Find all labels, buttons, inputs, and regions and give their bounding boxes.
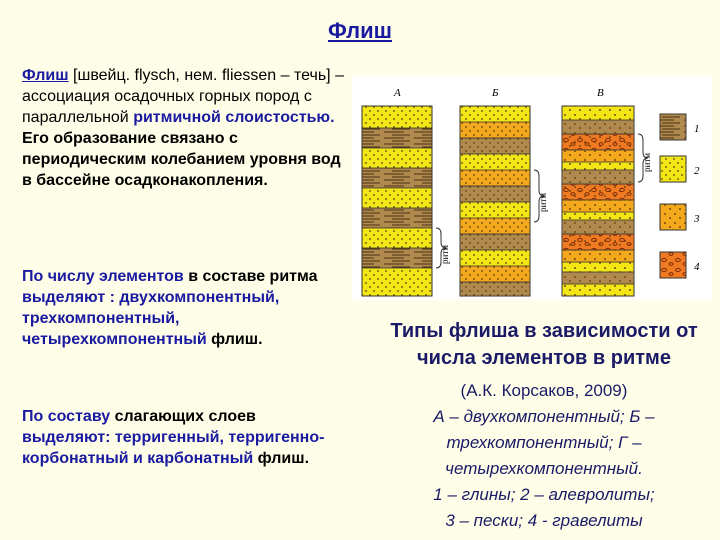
term-flysch: Флиш <box>22 67 69 84</box>
flysch-diagram <box>352 76 712 300</box>
composition-paragraph <box>22 406 347 469</box>
column-label-a: А <box>394 87 401 99</box>
legend-number-4: 4 <box>694 261 700 273</box>
reference-line-2: трехкомпонентный; Г – <box>446 433 642 452</box>
reference-author: (А.К. Корсаков, 2009) <box>460 381 628 400</box>
column-a <box>362 106 432 296</box>
elements-paragraph <box>22 266 347 350</box>
elements-e: флиш. <box>206 331 263 348</box>
reference-line-4: 1 – глины; 2 – алевролиты; <box>433 485 655 504</box>
definition-highlight: ритмичной слоистостью. <box>133 109 335 126</box>
reference-line-5: 3 – пески; 4 - гравелиты <box>445 511 643 530</box>
diagram-reference <box>368 378 720 534</box>
elements-d: : двухкомпонентный, трехкомпонентный, четырехкомпонентный <box>22 289 280 348</box>
legend-number-2: 2 <box>694 165 700 177</box>
elements-b: в составе ритма <box>183 268 318 285</box>
elements-c: выделяют <box>22 289 106 306</box>
rhythm-label-b: ритм <box>538 193 548 212</box>
reference-line-3: четырехкомпонентный. <box>445 459 643 478</box>
reference-line-1: А – двухкомпонентный; Б – <box>433 407 655 426</box>
composition-d: флиш. <box>253 450 310 467</box>
composition-b: слагающих слоев <box>110 408 256 425</box>
elements-a: По числу элементов <box>22 268 184 285</box>
legend-number-1: 1 <box>694 123 700 135</box>
definition-paragraph <box>22 65 347 191</box>
definition-tail: Его образование связано с периодическим колебанием уровня вод в бассейне осадконакопления. <box>22 130 341 189</box>
definition-text: [швейц. flysch, нем. fliessen – течь] – ассоциация осадочных горных пород с параллельной <box>22 67 344 126</box>
column-v <box>562 106 634 296</box>
column-label-v: В <box>597 87 604 99</box>
column-label-b: Б <box>492 87 499 99</box>
legend <box>660 114 700 278</box>
column-b <box>460 106 530 296</box>
diagram-caption: Типы флиша в зависимости от числа элементов в ритме <box>390 320 698 369</box>
page-title: Флиш <box>327 18 393 43</box>
rhythm-label-a: ритм <box>440 245 450 264</box>
composition-c: выделяют: терригенный, терригенно-корбонатный и карбонатный <box>22 429 325 467</box>
legend-number-3: 3 <box>694 213 700 225</box>
composition-a: По составу <box>22 408 111 425</box>
rhythm-label-v: ритм <box>642 153 652 172</box>
